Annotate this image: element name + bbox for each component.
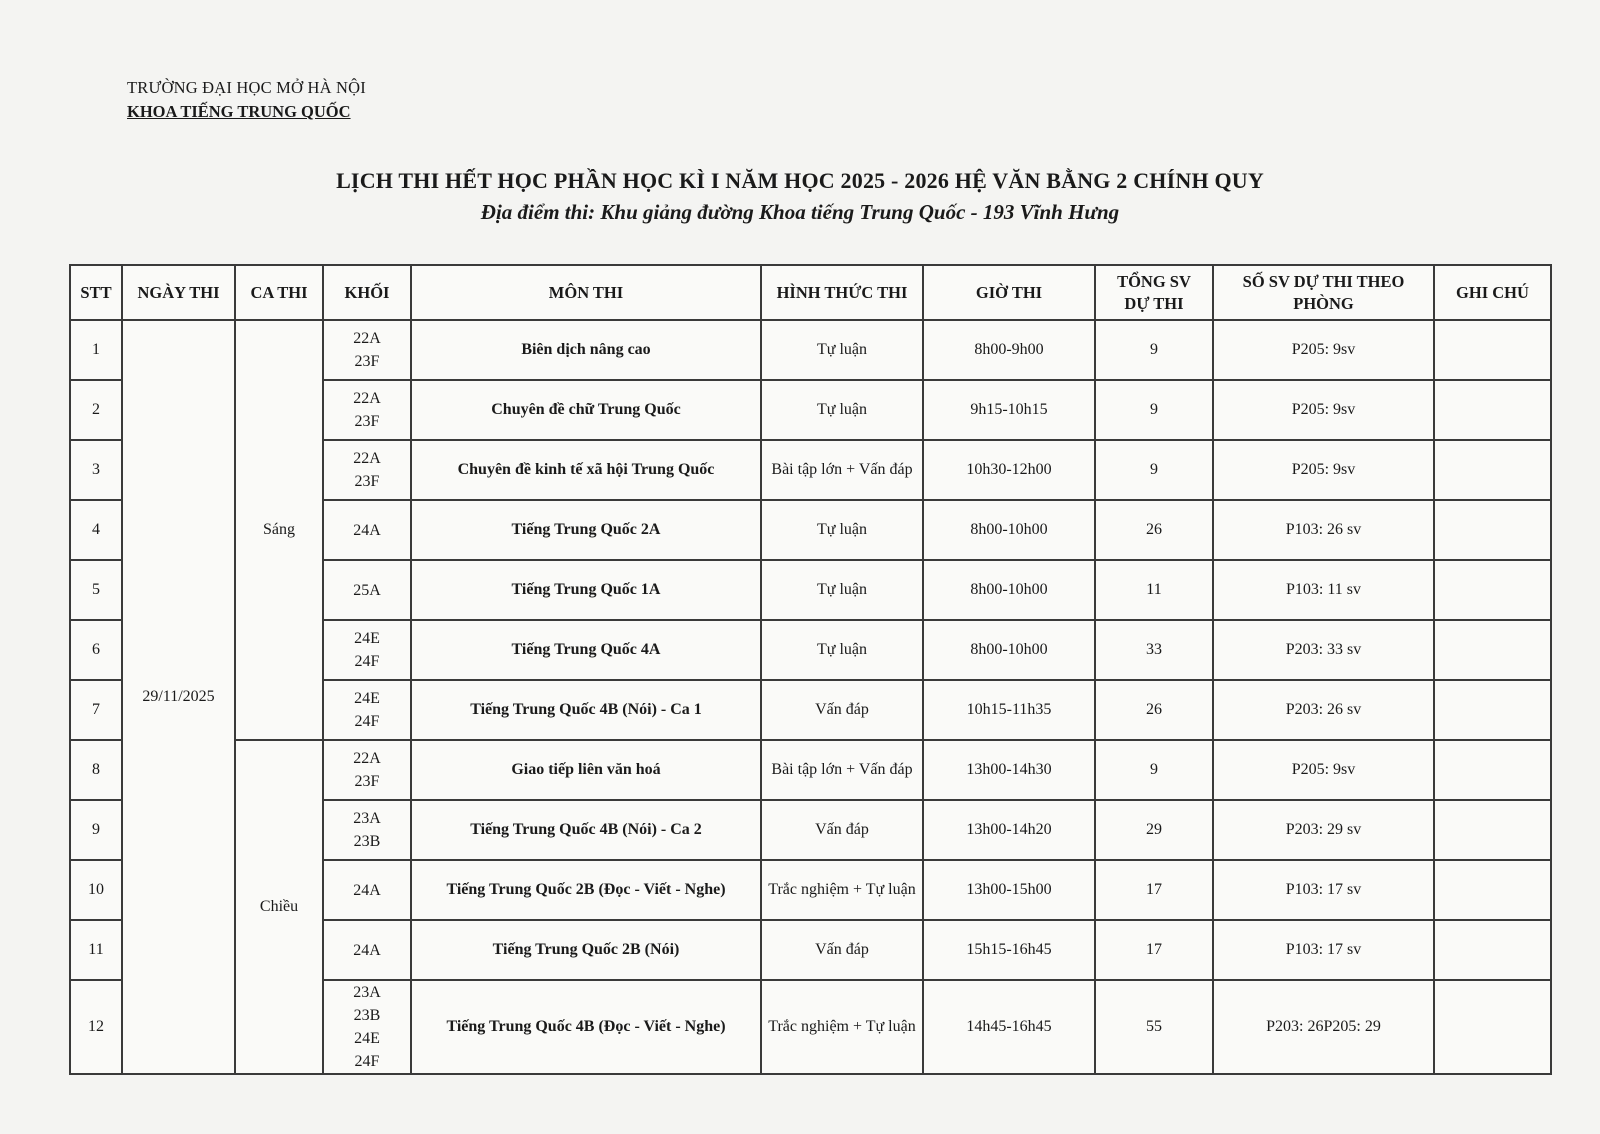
cell-khoi	[323, 680, 411, 740]
col-header-khoi: KHỐI	[323, 265, 411, 320]
khoi-code: 24A	[353, 941, 381, 959]
cell-rooms: P103: 26 sv	[1213, 500, 1434, 560]
cell-note	[1434, 500, 1551, 560]
school-name: TRƯỜNG ĐẠI HỌC MỞ HÀ NỘI	[127, 78, 366, 97]
col-header-time: GIỜ THI	[923, 265, 1095, 320]
cell-subject: Tiếng Trung Quốc 2A	[411, 500, 761, 560]
cell-time: 8h00-10h00	[923, 560, 1095, 620]
cell-note	[1434, 740, 1551, 800]
cell-note	[1434, 440, 1551, 500]
col-header-rooms-line1: SỐ SV DỰ THI THEO	[1242, 271, 1405, 291]
cell-khoi	[323, 620, 411, 680]
cell-khoi	[323, 320, 411, 380]
cell-total: 17	[1095, 920, 1213, 980]
cell-note	[1434, 920, 1551, 980]
cell-rooms: P205: 9sv	[1213, 320, 1434, 380]
cell-time: 13h00-14h20	[923, 800, 1095, 860]
cell-total: 9	[1095, 380, 1213, 440]
col-header-date: NGÀY THI	[122, 265, 235, 320]
cell-subject: Tiếng Trung Quốc 2B (Đọc - Viết - Nghe)	[411, 860, 761, 920]
cell-format: Vấn đáp	[761, 920, 923, 980]
cell-khoi	[323, 500, 411, 560]
table-row	[70, 320, 1551, 380]
khoi-code: 23B	[353, 833, 381, 850]
cell-subject: Biên dịch nâng cao	[411, 320, 761, 380]
khoi-code: 23F	[354, 473, 380, 490]
khoi-code: 23F	[354, 353, 380, 370]
khoi-code: 22A	[353, 750, 381, 767]
cell-time: 8h00-10h00	[923, 620, 1095, 680]
col-header-format: HÌNH THỨC THI	[761, 265, 923, 320]
cell-subject: Tiếng Trung Quốc 4B (Nói) - Ca 1	[411, 680, 761, 740]
khoi-code: 23A	[353, 810, 381, 827]
cell-time: 14h45-16h45	[923, 980, 1095, 1074]
col-header-shift: CA THI	[235, 265, 323, 320]
cell-time: 9h15-10h15	[923, 380, 1095, 440]
cell-khoi	[323, 800, 411, 860]
exam-schedule-table	[69, 264, 1552, 1075]
cell-khoi	[323, 560, 411, 620]
khoi-code: 24F	[354, 1053, 380, 1070]
cell-time: 8h00-9h00	[923, 320, 1095, 380]
cell-rooms: P205: 9sv	[1213, 440, 1434, 500]
col-header-rooms-line2: PHÒNG	[1293, 293, 1354, 313]
cell-total: 9	[1095, 440, 1213, 500]
col-header-total-line1: TỔNG SV	[1117, 271, 1191, 291]
cell-subject: Giao tiếp liên văn hoá	[411, 740, 761, 800]
khoi-code: 24A	[353, 521, 381, 539]
khoi-code: 24E	[354, 1030, 380, 1047]
cell-total: 9	[1095, 740, 1213, 800]
cell-format: Tự luận	[761, 380, 923, 440]
cell-stt: 12	[70, 980, 122, 1074]
cell-stt: 8	[70, 740, 122, 800]
table-body	[70, 320, 1551, 1074]
cell-stt: 2	[70, 380, 122, 440]
khoi-code: 25A	[353, 581, 381, 599]
cell-total: 29	[1095, 800, 1213, 860]
cell-stt: 5	[70, 560, 122, 620]
document-subtitle: Địa điểm thi: Khu giảng đường Khoa tiếng Trung Quốc - 193 Vĩnh Hưng	[480, 200, 1120, 224]
cell-subject: Tiếng Trung Quốc 2B (Nói)	[411, 920, 761, 980]
cell-format: Trắc nghiệm + Tự luận	[761, 860, 923, 920]
cell-time: 13h00-15h00	[923, 860, 1095, 920]
cell-note	[1434, 380, 1551, 440]
cell-stt: 9	[70, 800, 122, 860]
cell-rooms: P103: 17 sv	[1213, 860, 1434, 920]
khoi-code: 24E	[354, 690, 380, 707]
cell-stt: 6	[70, 620, 122, 680]
cell-format: Tự luận	[761, 500, 923, 560]
cell-note	[1434, 320, 1551, 380]
cell-khoi	[323, 980, 411, 1074]
cell-total: 55	[1095, 980, 1213, 1074]
cell-khoi	[323, 440, 411, 500]
cell-format: Tự luận	[761, 560, 923, 620]
col-header-subject: MÔN THI	[411, 265, 761, 320]
cell-format: Trắc nghiệm + Tự luận	[761, 980, 923, 1074]
cell-rooms: P205: 9sv	[1213, 740, 1434, 800]
cell-rooms: P103: 17 sv	[1213, 920, 1434, 980]
cell-total: 17	[1095, 860, 1213, 920]
khoi-code: 24E	[354, 630, 380, 647]
cell-format: Vấn đáp	[761, 800, 923, 860]
khoi-code: 23F	[354, 773, 380, 790]
khoi-code: 24F	[354, 713, 380, 730]
cell-total: 26	[1095, 680, 1213, 740]
cell-stt: 11	[70, 920, 122, 980]
col-header-rooms	[1213, 265, 1434, 320]
cell-khoi	[323, 860, 411, 920]
khoi-code: 24F	[354, 653, 380, 670]
cell-total: 11	[1095, 560, 1213, 620]
cell-note	[1434, 980, 1551, 1074]
cell-note	[1434, 860, 1551, 920]
document-title: LỊCH THI HẾT HỌC PHẦN HỌC KÌ I NĂM HỌC 2025 - 2026 HỆ VĂN BẰNG 2 CHÍNH QUY	[336, 168, 1264, 193]
cell-format: Bài tập lớn + Vấn đáp	[761, 440, 923, 500]
khoi-code: 23B	[353, 1007, 381, 1024]
cell-time: 10h30-12h00	[923, 440, 1095, 500]
table-header-row	[70, 265, 1551, 320]
cell-khoi	[323, 740, 411, 800]
col-header-total	[1095, 265, 1213, 320]
col-header-note: GHI CHÚ	[1434, 265, 1551, 320]
cell-rooms: P103: 11 sv	[1213, 560, 1434, 620]
cell-time: 15h15-16h45	[923, 920, 1095, 980]
cell-rooms: P203: 26 sv	[1213, 680, 1434, 740]
cell-format: Bài tập lớn + Vấn đáp	[761, 740, 923, 800]
document-header	[127, 76, 366, 124]
cell-subject: Tiếng Trung Quốc 4B (Nói) - Ca 2	[411, 800, 761, 860]
cell-stt: 4	[70, 500, 122, 560]
cell-subject: Tiếng Trung Quốc 4B (Đọc - Viết - Nghe)	[411, 980, 761, 1074]
khoi-code: 23F	[354, 413, 380, 430]
cell-total: 26	[1095, 500, 1213, 560]
cell-subject: Chuyên đề kinh tế xã hội Trung Quốc	[411, 440, 761, 500]
cell-stt: 10	[70, 860, 122, 920]
cell-note	[1434, 560, 1551, 620]
khoi-code: 22A	[353, 330, 381, 347]
cell-rooms: P203: 29 sv	[1213, 800, 1434, 860]
cell-exam-date: 29/11/2025	[122, 320, 235, 1074]
faculty-name: KHOA TIẾNG TRUNG QUỐC	[127, 102, 351, 121]
khoi-code: 24A	[353, 881, 381, 899]
cell-note	[1434, 620, 1551, 680]
table-row	[70, 740, 1551, 800]
cell-format: Tự luận	[761, 620, 923, 680]
khoi-code: 23A	[353, 984, 381, 1001]
cell-total: 33	[1095, 620, 1213, 680]
cell-note	[1434, 800, 1551, 860]
cell-shift-afternoon: Chiều	[235, 740, 323, 1074]
cell-khoi	[323, 920, 411, 980]
col-header-total-line2: DỰ THI	[1124, 293, 1184, 313]
cell-note	[1434, 680, 1551, 740]
cell-subject: Tiếng Trung Quốc 4A	[411, 620, 761, 680]
cell-time: 8h00-10h00	[923, 500, 1095, 560]
cell-rooms: P203: 26P205: 29	[1213, 980, 1434, 1074]
cell-time: 13h00-14h30	[923, 740, 1095, 800]
cell-shift-morning: Sáng	[235, 320, 323, 740]
cell-subject: Tiếng Trung Quốc 1A	[411, 560, 761, 620]
cell-total: 9	[1095, 320, 1213, 380]
khoi-code: 22A	[353, 390, 381, 407]
cell-time: 10h15-11h35	[923, 680, 1095, 740]
col-header-stt: STT	[70, 265, 122, 320]
cell-rooms: P203: 33 sv	[1213, 620, 1434, 680]
cell-stt: 1	[70, 320, 122, 380]
cell-rooms: P205: 9sv	[1213, 380, 1434, 440]
cell-stt: 3	[70, 440, 122, 500]
cell-format: Tự luận	[761, 320, 923, 380]
cell-format: Vấn đáp	[761, 680, 923, 740]
cell-stt: 7	[70, 680, 122, 740]
khoi-code: 22A	[353, 450, 381, 467]
cell-subject: Chuyên đề chữ Trung Quốc	[411, 380, 761, 440]
cell-khoi	[323, 380, 411, 440]
